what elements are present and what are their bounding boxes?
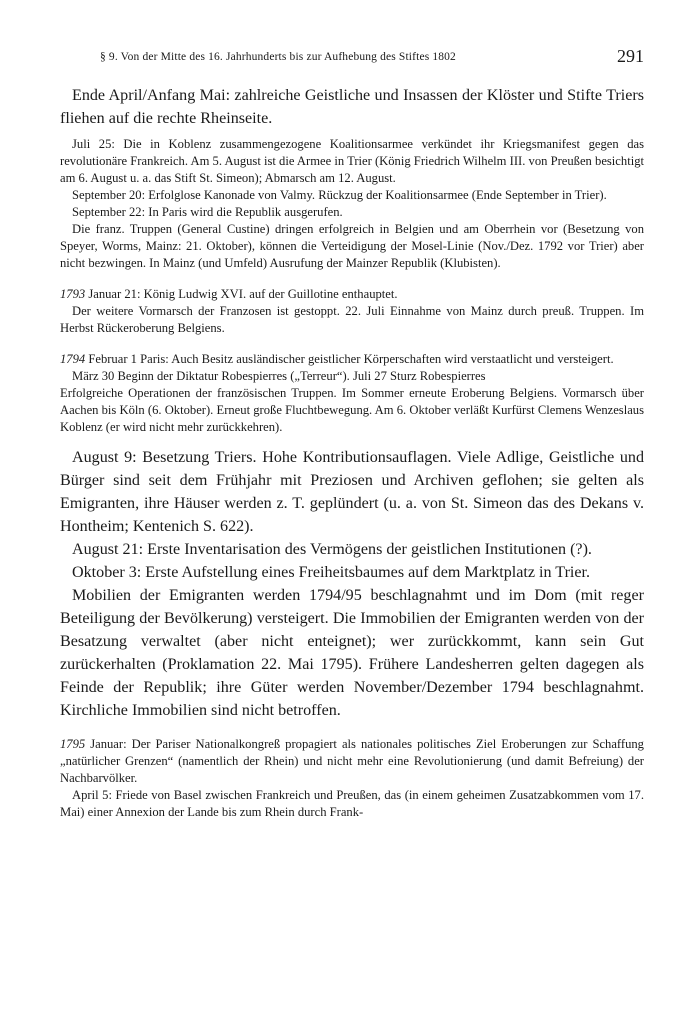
- year-marker: 1794: [60, 352, 86, 366]
- paragraph: [60, 561, 644, 584]
- paragraph-text: Ende April/Anfang Mai: zahlreiche Geistliche und Insassen der Klöster und Stifte Triers fliehen auf die rechte Rheinseite.: [60, 87, 644, 127]
- paragraph-text: Januar 21: König Ludwig XVI. auf der Guillotine enthauptet.: [88, 287, 398, 301]
- paragraph-text: September 22: In Paris wird die Republik ausgerufen.: [72, 205, 343, 219]
- paragraph-text: März 30 Beginn der Diktatur Robespierres („Terreur“). Juli 27 Sturz Robespierres: [72, 369, 486, 383]
- running-title: § 9. Von der Mitte des 16. Jahrhunderts bis zur Aufhebung des Stiftes 1802: [100, 51, 456, 63]
- year-marker: 1795: [60, 737, 86, 751]
- paragraph-text: August 9: Besetzung Triers. Hohe Kontributionsauflagen. Viele Adlige, Geistliche und Bürger sind seit dem Frühjahr mit Preziosen und Archiven geflohen; sie gelten als Emigranten, ihre Häuser werden z. T. geplündert (u. a. von St. Simeon das des Dekans v. Hontheim; Kentenich S. 622).: [60, 449, 644, 535]
- paragraph-text: Oktober 3: Erste Aufstellung eines Freiheitsbaumes auf dem Marktplatz in Trier.: [72, 564, 591, 581]
- page-header: [60, 46, 644, 70]
- paragraph-text: August 21: Erste Inventarisation des Vermögens der geistlichen Institutionen (?).: [72, 541, 592, 558]
- paragraph: [60, 446, 644, 538]
- paragraph-text: Januar: Der Pariser Nationalkongreß propagiert als nationales politisches Ziel Eroberungen zur Schaffung „natürlicher Grenzen“ (namentlich der Rhein) und nicht mehr eine Revolutionierung (und damit Befreiung) der Nachbarvölker.: [60, 737, 644, 785]
- paragraph: [60, 84, 644, 130]
- paragraph-text: April 5: Friede von Basel zwischen Frankreich und Preußen, das (in einem geheimen Zusatzabkommen vom 17. Mai) einer Annexion der Lande bis zum Rhein durch Frank-: [60, 788, 644, 819]
- year-marker: 1793: [60, 287, 86, 301]
- paragraph: [60, 385, 644, 436]
- paragraph: [60, 303, 644, 337]
- page-number: 291: [617, 46, 644, 66]
- paragraph: [60, 538, 644, 561]
- page-body: [60, 84, 644, 821]
- paragraph-text: Der weitere Vormarsch der Franzosen ist gestoppt. 22. Juli Einnahme von Mainz durch preuß. Truppen. Im Herbst Rückeroberung Belgiens.: [60, 304, 644, 335]
- paragraph: [60, 351, 644, 368]
- paragraph-text: Mobilien der Emigranten werden 1794/95 beschlagnahmt und im Dom (mit reger Beteiligung der Bevölkerung) versteigert. Die Immobilien der Emigranten werden von der Besatzung verwaltet (aber nicht enteignet); wer zurückkommt, kann sein Gut zurückerhalten (Proklamation 22. Mai 1795). Frühere Landesherren gelten dagegen als Feinde der Republik; ihre Güter werden November/Dezember 1794 beschlagnahmt. Kirchliche Immobilien sind nicht betroffen.: [60, 587, 644, 719]
- paragraph: [60, 736, 644, 787]
- paragraph-text: Die franz. Truppen (General Custine) dringen erfolgreich in Belgien und am Oberrhein vor (Besetzung von Speyer, Worms, Mainz: 21. Oktober), können die Verteidigung der Mosel-Linie (Nov./Dez. 1792 vor Trier) aber nicht bezwingen. In Mainz (und Umfeld) Ausrufung der Mainzer Republik (Klubisten).: [60, 222, 644, 270]
- paragraph-text: Februar 1 Paris: Auch Besitz ausländischer geistlicher Körperschaften wird verstaatlicht und versteigert.: [88, 352, 614, 366]
- paragraph: [60, 204, 644, 221]
- paragraph-text: September 20: Erfolglose Kanonade von Valmy. Rückzug der Koalitionsarmee (Ende September in Trier).: [72, 188, 607, 202]
- paragraph: [60, 584, 644, 722]
- paragraph: [60, 787, 644, 821]
- paragraph: [60, 136, 644, 187]
- paragraph: [60, 221, 644, 272]
- paragraph-text: Juli 25: Die in Koblenz zusammengezogene Koalitionsarmee verkündet ihr Kriegsmanifest gegen das revolutionäre Frankreich. Am 5. August ist die Armee in Trier (König Friedrich Wilhelm III. von Preußen besichtigt am 6. August u. a. das Stift St. Simeon); Abmarsch am 12. August.: [60, 137, 644, 185]
- paragraph: [60, 187, 644, 204]
- paragraph: [60, 286, 644, 303]
- paragraph-text: Erfolgreiche Operationen der französischen Truppen. Im Sommer erneute Eroberung Belgiens. Vormarsch über Aachen bis Köln (6. Oktober). Erneut große Fluchtbewegung. Am 6. Oktober verläßt Kurfürst Clemens Wenzeslaus Koblenz (er wird nicht mehr zurückkehren).: [60, 386, 644, 434]
- paragraph: [60, 368, 644, 385]
